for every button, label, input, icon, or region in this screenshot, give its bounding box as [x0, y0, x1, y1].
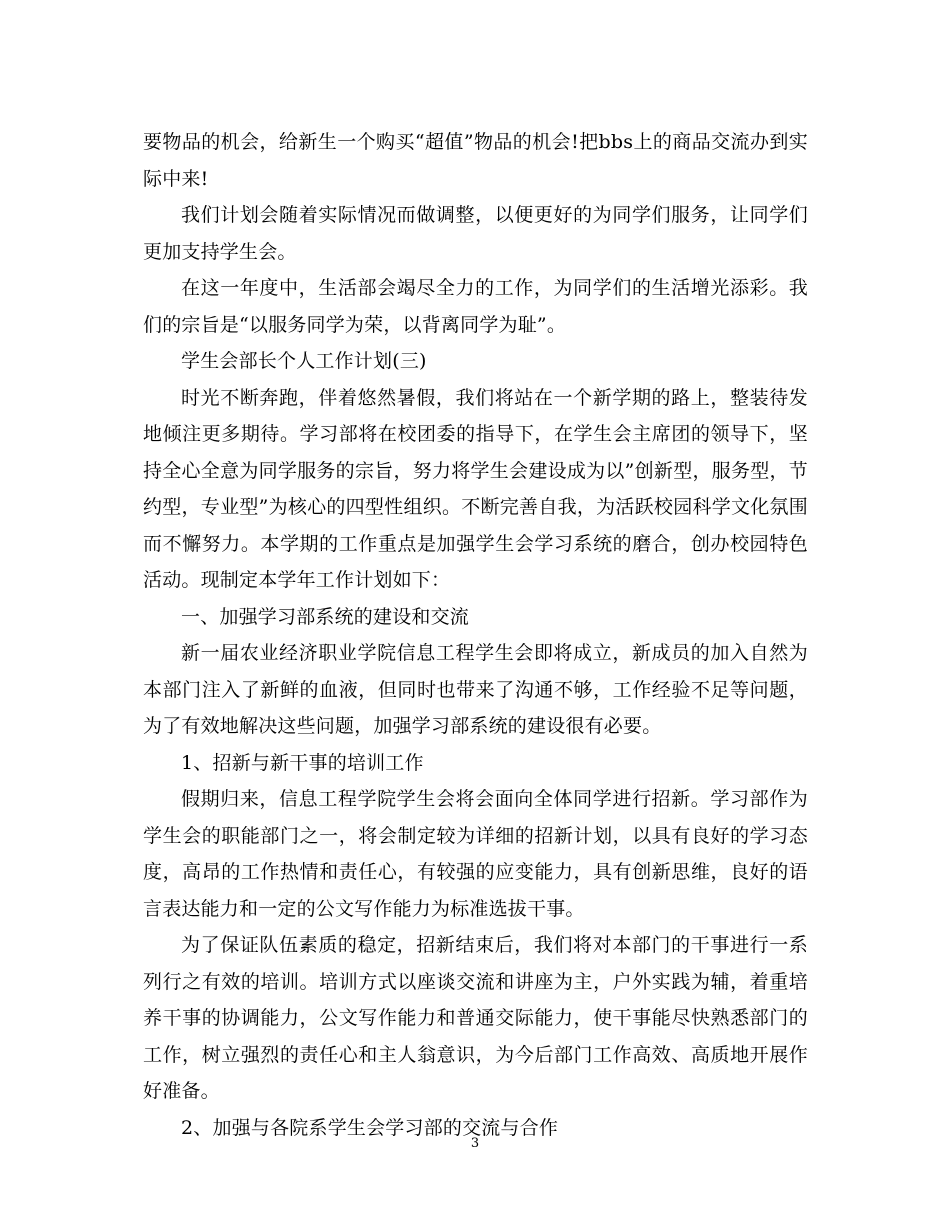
section-title: 学生会部长个人工作计划(三) [181, 350, 427, 372]
page-number: 3 [470, 1136, 480, 1151]
paragraph-plan-adjustment: 我们计划会随着实际情况而做调整，以便更好的为同学们服务，让同学们更加支持学生会。 [143, 204, 808, 263]
paragraph-continuation: 要物品的机会，给新生一个购买“超值”物品的机会!把bbs上的商品交流办到实际中来! [143, 131, 808, 190]
paragraph-recruitment: 假期归来，信息工程学院学生会将会面向全体同学进行招新。学习部作为学生会的职能部门之一，将会制定较为详细的招新计划，以具有良好的学习态度，高昂的工作热情和责任心，有较强的应变能力，具有创新思维，良好的语言表达能力和一定的公文写作能力为标准选拔干事。 [143, 788, 808, 920]
subheading-cooperation: 2、加强与各院系学生会学习部的交流与合作 [181, 1116, 559, 1139]
paragraph-training: 为了保证队伍素质的稳定，招新结束后，我们将对本部门的干事进行一系列行之有效的培训。培训方式以座谈交流和讲座为主，户外实践为辅，着重培养干事的协调能力，公文写作能力和普通交际能力，使干事能尽快熟悉部门的工作，树立强烈的责任心和主人翁意识，为今后部门工作高效、高质地开展作好准备。 [143, 934, 808, 1102]
heading-part-one: 一、加强学习部系统的建设和交流 [181, 605, 470, 628]
paragraph-introduction: 时光不断奔跑，伴着悠然暑假，我们将站在一个新学期的路上，整装待发地倾注更多期待。学习部将在校团委的指导下，在学生会主席团的领导下，坚持全心全意为同学服务的宗旨，努力将学生会建设成为以”创新型，服务型，节约型，专业型”为核心的四型性组织。不断完善自我，为活跃校园科学文化氛围而不懈努力。本学期的工作重点是加强学生会学习系统的磨合，创办校园特色活动。现制定本学年工作计划如下： [143, 386, 808, 591]
paragraph-life-department-summary: 在这一年度中，生活部会竭尽全力的工作，为同学们的生活增光添彩。我们的宗旨是“以服务同学为荣，以背离同学为耻”。 [143, 277, 808, 336]
document-body [143, 124, 808, 1146]
subheading-recruitment: 1、招新与新干事的培训工作 [181, 751, 424, 774]
paragraph-system-building: 新一届农业经济职业学院信息工程学生会即将成立，新成员的加入自然为本部门注入了新鲜的血液，但同时也带来了沟通不够，工作经验不足等问题，为了有效地解决这些问题，加强学习部系统的建设很有必要。 [143, 642, 808, 737]
